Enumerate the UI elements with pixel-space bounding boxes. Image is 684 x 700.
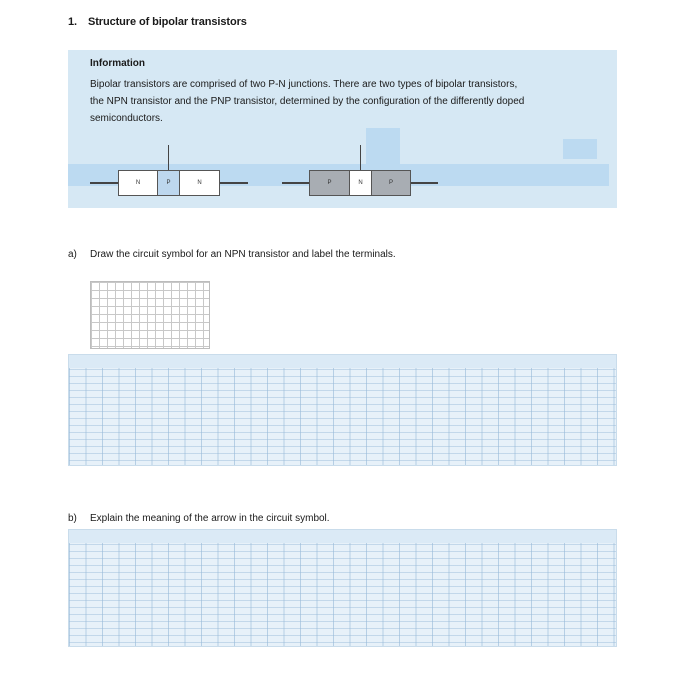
information-line: Bipolar transistors are comprised of two P-N junctions. There are two types of bipolar transistors, (90, 79, 518, 90)
question-a (68, 249, 396, 260)
highlight-chip (563, 139, 597, 159)
npn-n-region: N (118, 170, 158, 196)
highlight-chip (366, 128, 400, 166)
section-title: Structure of bipolar transistors (88, 16, 247, 28)
sample-grid (90, 281, 210, 349)
pnp-base-lead (360, 145, 361, 170)
pnp-p-region: P (371, 170, 411, 196)
information-line: semiconductors. (90, 113, 163, 124)
question-letter: b) (68, 513, 77, 524)
answer-area-b[interactable] (68, 529, 617, 647)
answer-area-header (69, 530, 616, 543)
answer-area-header (69, 355, 616, 368)
pnp-n-region: N (349, 170, 372, 196)
npn-base-lead (168, 145, 169, 170)
section-number: 1. (68, 16, 77, 28)
pnp-emitter-lead (282, 182, 310, 184)
question-text: Draw the circuit symbol for an NPN transistor and label the terminals. (90, 249, 396, 260)
information-line: the NPN transistor and the PNP transistor, determined by the configuration of the differently doped (90, 96, 525, 107)
information-title: Information (90, 58, 145, 69)
npn-n-region: N (179, 170, 220, 196)
question-text: Explain the meaning of the arrow in the circuit symbol. (90, 513, 330, 524)
npn-collector-lead (220, 182, 248, 184)
answer-area-a[interactable] (68, 354, 617, 466)
npn-p-region: P (157, 170, 180, 196)
information-text (90, 76, 602, 127)
npn-emitter-lead (90, 182, 118, 184)
section-heading (68, 16, 247, 28)
question-letter: a) (68, 249, 77, 260)
pnp-collector-lead (410, 182, 438, 184)
pnp-p-region: P (309, 170, 350, 196)
question-b (68, 513, 330, 524)
